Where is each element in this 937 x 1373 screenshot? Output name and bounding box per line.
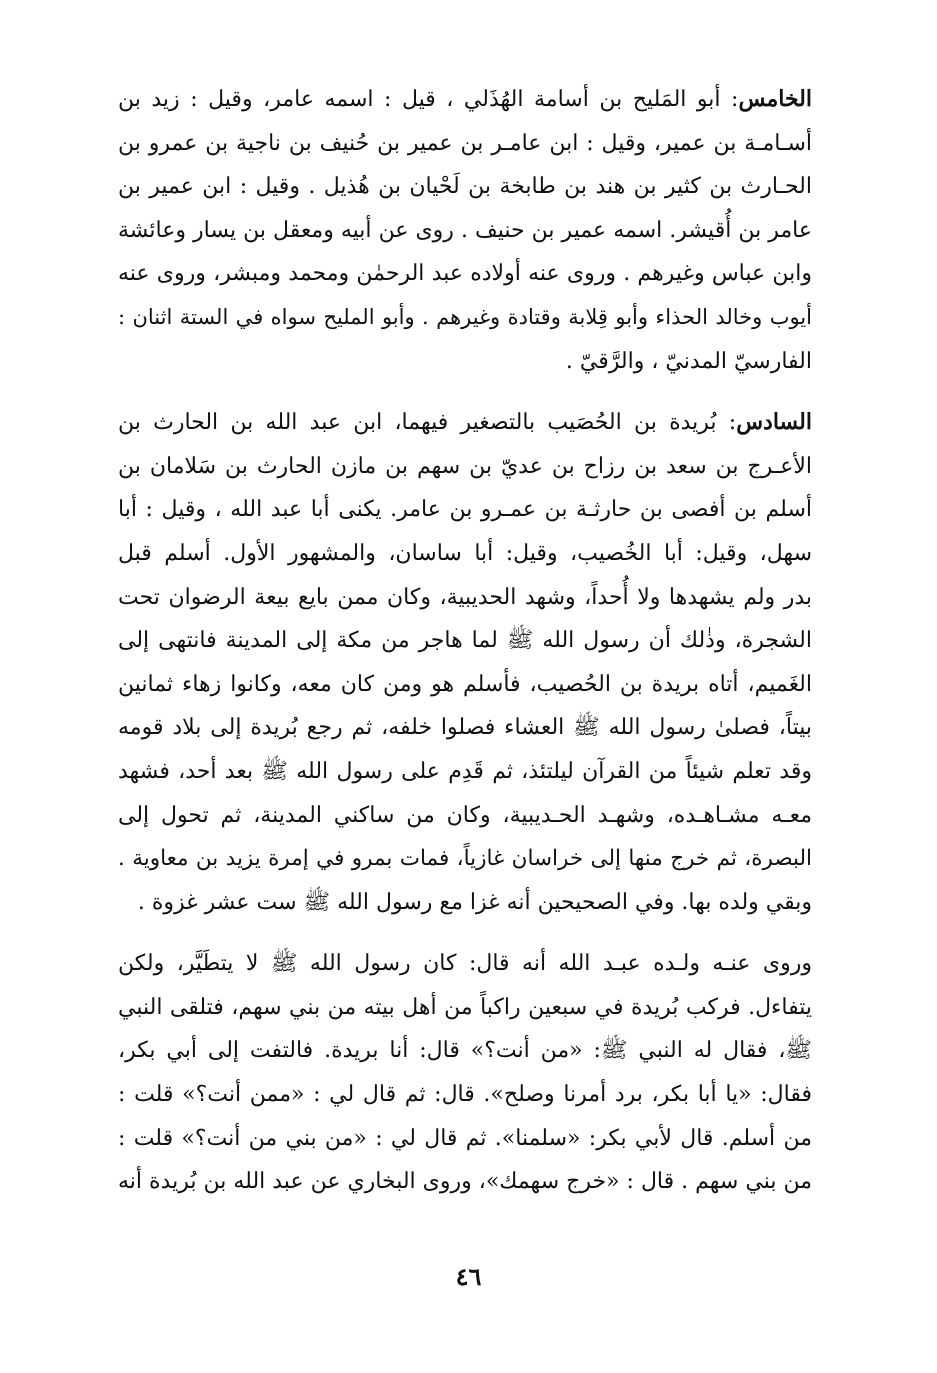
page-number: ٤٦ xyxy=(455,1262,482,1291)
page-body xyxy=(118,78,812,1204)
text-line: الغَميم، أتاه بريدة بن الحُصيب، فأسلم هو ومن كان معه، وكانوا زهاء ثمانين xyxy=(118,671,812,697)
text-line: عامر بن أُقيشر. اسمه عمير بن حنيف . روى عن أبيه ومعقل بن يسار وعائشة xyxy=(118,217,813,243)
text-line: أسلم بن أفصى بن حارثـة بن عمـرو بن عامر. يكنى أبا عبد الله ، وقيل : أبا xyxy=(118,497,812,523)
text-line: معـه مشـاهـده، وشهـد الحـديبية، وكان من ساكني المدينة، ثم تحول إلى xyxy=(118,802,812,828)
text-line-content: : بُريدة بن الحُصَيب بالتصغير فيهما، ابن عبد الله بن الحارث بن xyxy=(118,410,737,436)
paragraph-fifth xyxy=(118,78,812,383)
section-lead: السادس xyxy=(736,409,812,436)
text-line: البصرة، ثم خرج منها إلى خراسان غازياً، فمات بمرو في إمرة يزيد بن معاوية . xyxy=(118,846,812,872)
text-line: بيتاً، فصلىٰ رسول الله ﷺ العشاء فصلوا خلفه، ثم رجع بُريدة إلى بلاد قومه xyxy=(118,715,812,741)
paragraph-sixth xyxy=(118,401,812,924)
text-line: الأعـرج بن سعد بن رزاح بن عديّ بن سهم بن مازن الحارث بن سَلامان بن xyxy=(118,453,812,479)
text-line: أسـامـة بن عمير، وقيل : ابن عامـر بن عمير بن حُنيف بن ناجية بن عمرو بن xyxy=(118,130,812,156)
text-line: فقال: «يا أبا بكر، برد أمرنا وصلح». قال: ثم قال لي : «ممن أنت؟» قلت : xyxy=(118,1082,812,1108)
section-lead: الخامس xyxy=(738,86,812,112)
text-line: وابن عباس وغيرهم . وروى عنه أولاده عبد الرحمٰن ومحمد ومبشر، وروى عنه xyxy=(118,261,812,287)
text-line: الفارسيّ المدنيّ ، والرَّقيّ . xyxy=(565,348,812,374)
text-line: وروى عنـه ولـده عبـد الله أنه قال: كان رسول الله ﷺ لا يتطَيَّر، ولكن xyxy=(118,951,812,977)
paragraph-narration xyxy=(118,942,812,1204)
text-line xyxy=(118,401,812,445)
text-line: يتفاءل. فركب بُريدة في سبعين راكباً من أهل بيته من بني سهم، فتلقى النبي xyxy=(118,994,812,1020)
text-line: وبقي ولده بها. وفي الصحيحين أنه غزا مع رسول الله ﷺ ست عشر غزوة . xyxy=(137,889,812,915)
text-line: ﷺ، فقال له النبي ﷺ: «من أنت؟» قال: أنا بريدة. فالتفت إلى أبي بكر، xyxy=(118,1038,812,1064)
text-line: الحـارث بن كثير بن هند بن طابخة بن لَحْيان بن هُذيل . وقيل : ابن عمير بن xyxy=(118,174,812,200)
text-line: بدر ولم يشهدها ولا أُحداً، وشهد الحديبية، وكان ممن بايع بيعة الرضوان تحت xyxy=(118,584,812,610)
text-line: أيوب وخالد الحذاء وأبو قِلابة وقتادة وغيرهم . وأبو المليح سواه في الستة اثنان : xyxy=(118,304,812,329)
text-line: الشجرة، وذٰلك أن رسول الله ﷺ لما هاجر من مكة إلى المدينة فانتهى إلى xyxy=(118,628,812,654)
text-line: سهل، وقيل: أبا الخُصيب، وقيل: أبا ساسان، والمشهور الأول. أسلم قبل xyxy=(118,540,812,566)
text-line xyxy=(118,78,812,122)
text-line: من أسلم. قال لأبي بكر: «سلمنا». ثم قال لي : «من بني من أنت؟» قلت : xyxy=(118,1125,812,1151)
text-line: من بني سهم . قال : «خرج سهمك»، وروى البخاري عن عبد الله بن بُريدة أنه xyxy=(118,1169,812,1195)
text-line-content: : أبو المَليح بن أسامة الهُذَلي ، قيل : اسمه عامر، وقيل : زيد بن xyxy=(118,87,739,112)
text-line: وقد تعلم شيئاً من القرآن ليلتئذ، ثم قَدِم على رسول الله ﷺ بعد أحد، فشهد xyxy=(118,758,812,784)
